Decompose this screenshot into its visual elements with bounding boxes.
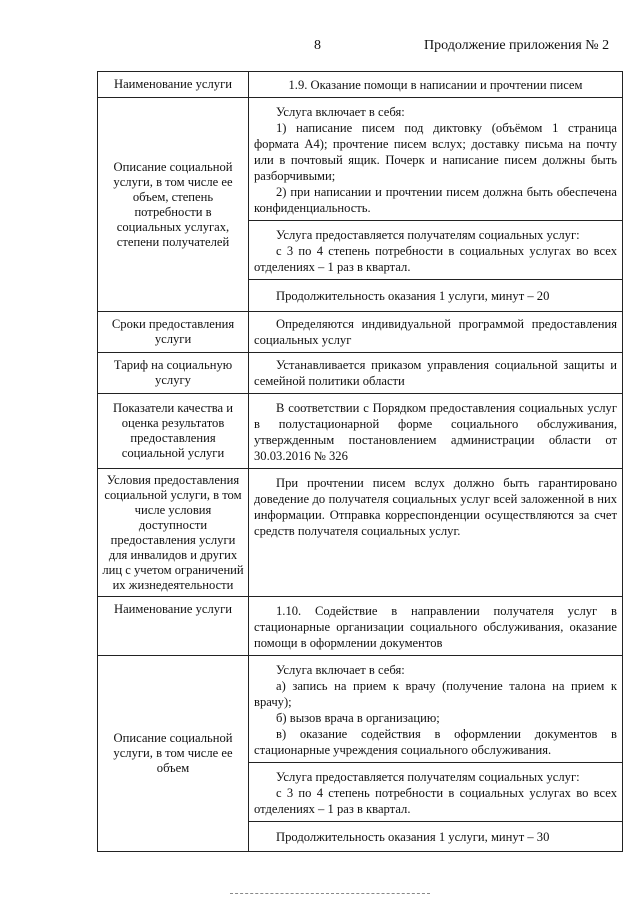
paragraph: 1) написание писем под диктовку (объёмом 1 страница формата А4); прочтение писем вслух; доставку письма на почту или в почтовый ящик. Почерк и написание писем должны быть разборчивыми; (254, 121, 617, 183)
row-label-cell (98, 72, 249, 98)
paragraph: с 3 по 4 степень потребности в социальных услугах во всех отделениях – 1 раз в квартал. (254, 786, 617, 816)
table-row (98, 656, 623, 763)
row-value-cell (249, 597, 623, 656)
row-label-cell (98, 597, 249, 656)
paragraph: а) запись на прием к врачу (получение талона на прием к врачу); (254, 679, 617, 709)
row-value-cell (249, 822, 623, 852)
table-row (98, 98, 623, 221)
paragraph: При прочтении писем вслух должно быть гарантировано доведение до получателя социальных услуг всей заложенной в них информации. Отправка корреспонденции осуществляются за счет средств получателя социальных услуг. (254, 476, 617, 538)
paragraph: Определяются индивидуальной программой предоставления социальных услуг (254, 317, 617, 347)
row-value-cell (249, 98, 623, 221)
table-row (98, 353, 623, 394)
row-label: Условия предоставления социальной услуги, в том числе условия доступности предоставления услуги для инвалидов и других лиц с учетом ограничений их жизнедеятельности (102, 473, 244, 592)
table-row (98, 469, 623, 597)
appendix-header: Продолжение приложения № 2 (424, 38, 610, 53)
row-value-cell (249, 353, 623, 394)
paragraph: Услуга предоставляется получателям социальных услуг: (276, 228, 580, 242)
table-row (98, 72, 623, 98)
paragraph: В соответствии с Порядком предоставления социальных услуг в полустационарной форме социального обслуживания, утвержденным постановлением администрации области от 30.03.2016 № 326 (254, 401, 617, 463)
paragraph: 2) при написании и прочтении писем должна быть обеспечена конфиденциальность. (254, 185, 617, 215)
row-value-cell (249, 469, 623, 597)
services-table (97, 71, 623, 852)
table-row (98, 312, 623, 353)
table-row (98, 597, 623, 656)
row-value-cell (249, 312, 623, 353)
paragraph: Устанавливается приказом управления социальной защиты и семейной политики области (254, 358, 617, 388)
page-number: 8 (314, 38, 321, 53)
row-value-cell (249, 72, 623, 98)
row-label-cell (98, 656, 249, 852)
row-label: Наименование услуги (114, 602, 232, 616)
duration-text: Продолжительность оказания 1 услуги, минут – 20 (276, 288, 550, 303)
row-value-cell (249, 394, 623, 469)
paragraph: Услуга включает в себя: (276, 663, 405, 677)
row-label: Описание социальной услуги, в том числе ее объем (113, 731, 233, 775)
row-value-cell (249, 763, 623, 822)
row-label: Тариф на социальную услугу (113, 358, 233, 387)
row-label-cell (98, 394, 249, 469)
row-label: Показатели качества и оценка результатов предоставления социальной услуги (112, 401, 233, 460)
service-name: 1.9. Оказание помощи в написании и прочтении писем (288, 77, 583, 92)
row-value-cell (249, 280, 623, 312)
footer-divider (230, 893, 430, 894)
row-label: Сроки предоставления услуги (111, 317, 235, 346)
row-label: Наименование услуги (114, 77, 232, 91)
duration-text: Продолжительность оказания 1 услуги, минут – 30 (276, 829, 550, 844)
paragraph: Услуга включает в себя: (276, 105, 405, 119)
row-value-cell (249, 656, 623, 763)
row-label-cell (98, 353, 249, 394)
table-row (98, 394, 623, 469)
service-name: 1.10. Содействие в направлении получателя услуг в стационарные организации социального обслуживания, оказание помощи в оформлении документов (254, 604, 617, 650)
row-label: Описание социальной услуги, в том числе ее объем, степень потребности в социальных услугах, степени получателей (113, 159, 233, 249)
paragraph: в) оказание содействия в оформлении документов в стационарные учреждения социального обслуживания. (254, 727, 617, 757)
row-value-cell (249, 221, 623, 280)
paragraph: Услуга предоставляется получателям социальных услуг: (276, 770, 580, 784)
paragraph: с 3 по 4 степень потребности в социальных услугах во всех отделениях – 1 раз в квартал. (254, 244, 617, 274)
paragraph: б) вызов врача в организацию; (276, 711, 440, 725)
row-label-cell (98, 312, 249, 353)
row-label-cell (98, 469, 249, 597)
row-label-cell (98, 98, 249, 312)
